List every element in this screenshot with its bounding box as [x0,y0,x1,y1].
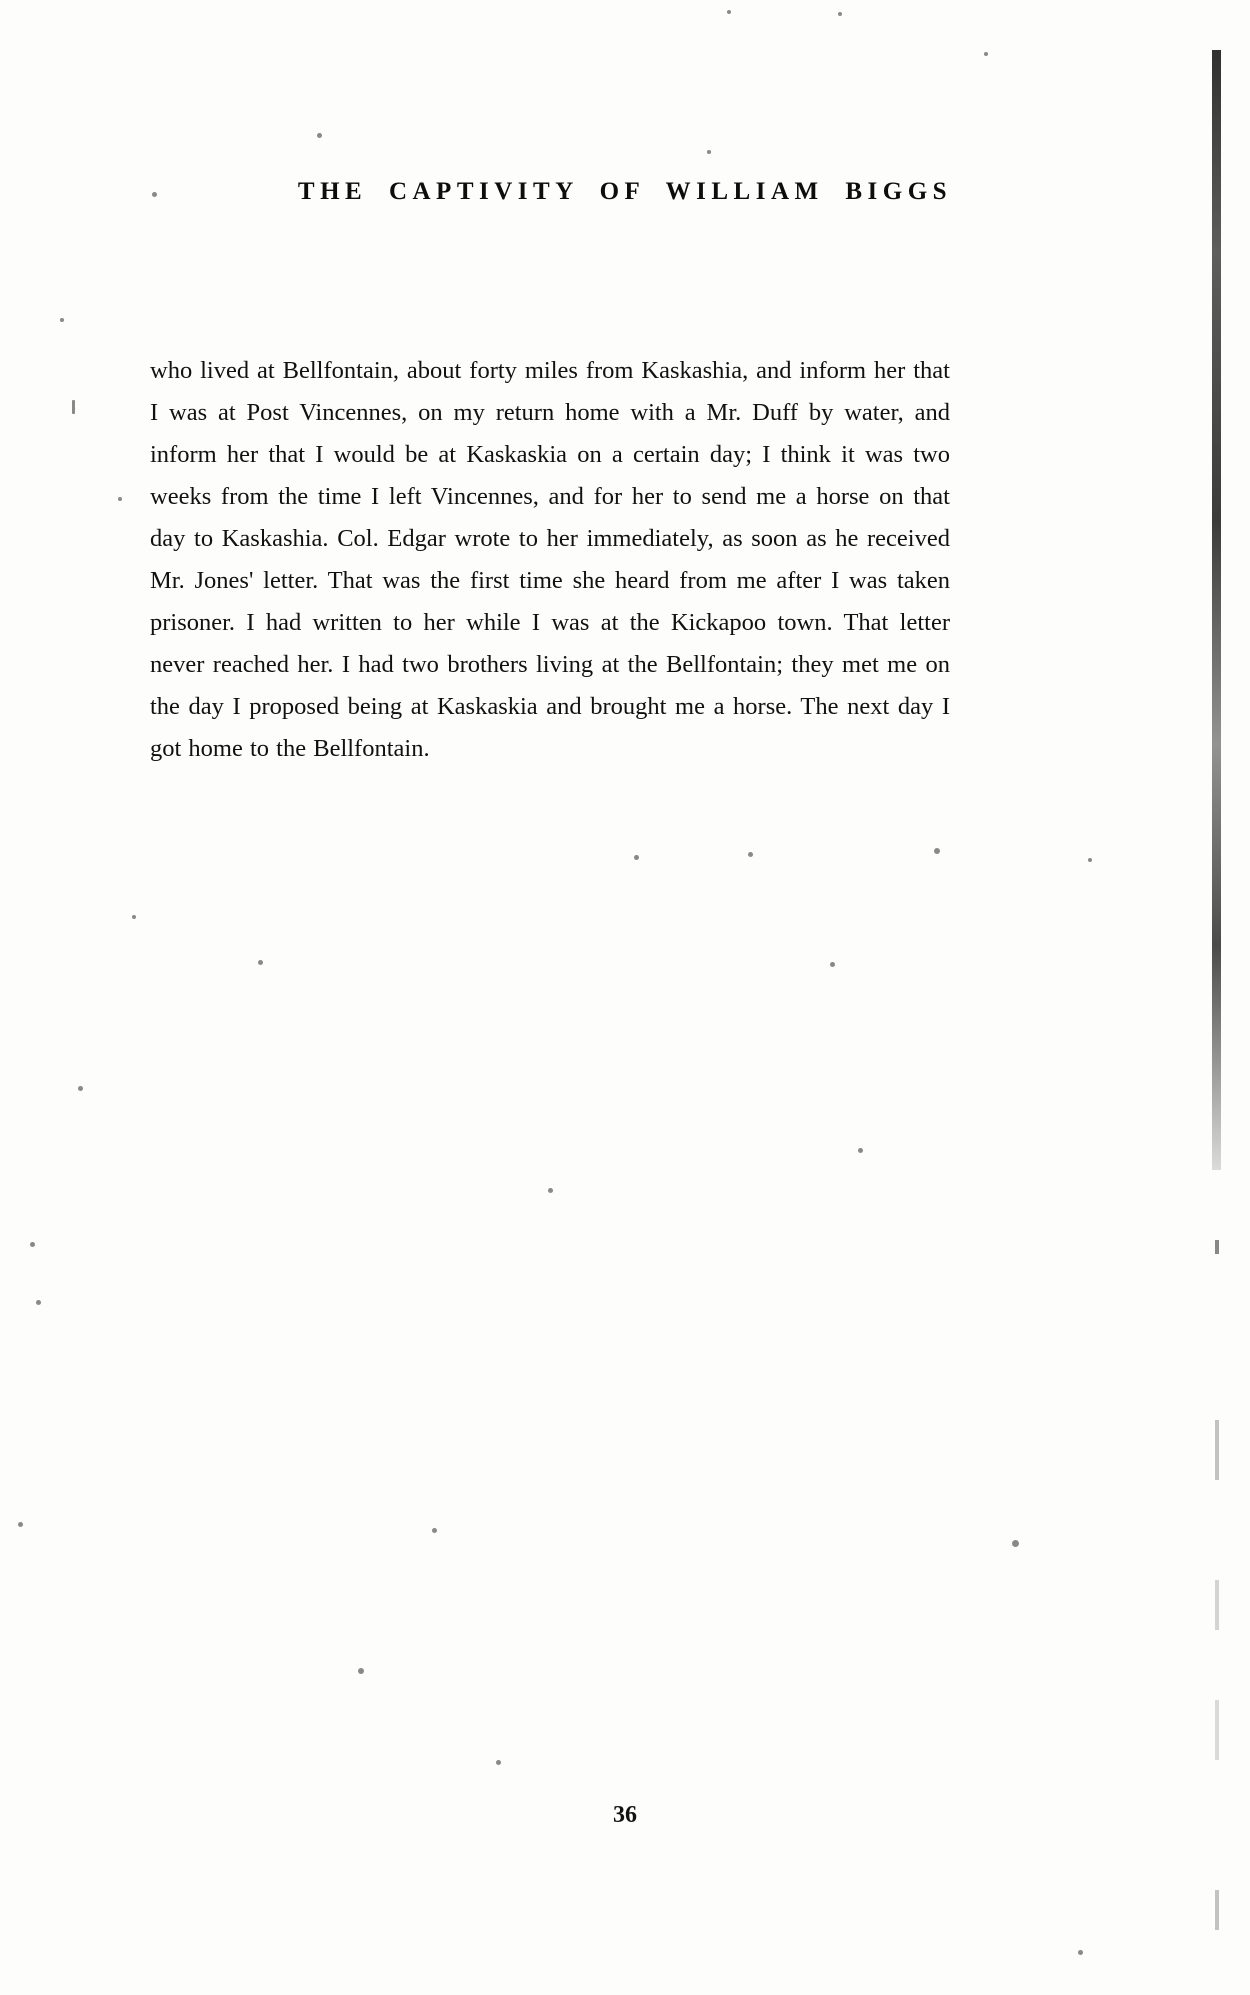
scan-speck [858,1148,863,1153]
scan-speck [60,318,64,322]
scan-speck [152,192,157,197]
scan-speck [548,1188,553,1193]
binding-speck-2 [1215,1420,1219,1480]
scan-speck [358,1668,364,1674]
scan-speck [72,400,75,414]
scan-speck [634,855,639,860]
scan-speck [1012,1540,1019,1547]
scan-speck [132,915,136,919]
scan-speck [118,497,122,501]
scan-speck [1088,858,1092,862]
body-text-block [150,350,950,770]
scan-speck [432,1528,437,1533]
scan-speck [78,1086,83,1091]
scan-speck [317,133,322,138]
scan-speck [830,962,835,967]
page-number: 36 [613,1802,637,1828]
scan-speck [18,1522,23,1527]
page-running-head: THE CAPTIVITY OF WILLIAM BIGGS [297,178,953,205]
scan-speck [258,960,263,965]
scan-speck [748,852,753,857]
scan-speck [727,10,731,14]
binding-speck-4 [1215,1700,1219,1760]
binding-edge-artifact [1212,50,1221,1170]
scan-speck [934,848,940,854]
body-paragraph: who lived at Bellfontain, about forty miles from Kaskashia, and inform her that I was at Post Vincennes, on my return home with a Mr. Duff by water, and inform her that I would be at Kaskaskia on a certain day; I think it was two weeks from the time I left Vincennes, and for her to send me a horse on that day to Kaskashia. Col. Edgar wrote to her immediately, as soon as he received Mr. Jones' letter. That was the first time she heard from me after I was taken prisoner. I had written to her while I was at the Kickapoo town. That letter never reached her. I had two brothers living at the Bellfontain; they met me on the day I proposed being at Kaskaskia and brought me a horse. The next day I got home to the Bellfontain. [150,357,950,762]
scan-speck [30,1242,35,1247]
scan-speck [1078,1950,1083,1955]
scan-speck [496,1760,501,1765]
binding-speck-1 [1215,1240,1219,1254]
binding-speck-3 [1215,1580,1219,1630]
scan-speck [984,52,988,56]
binding-speck-5 [1215,1890,1219,1930]
scan-speck [707,150,711,154]
scan-speck [36,1300,41,1305]
scan-speck [838,12,842,16]
